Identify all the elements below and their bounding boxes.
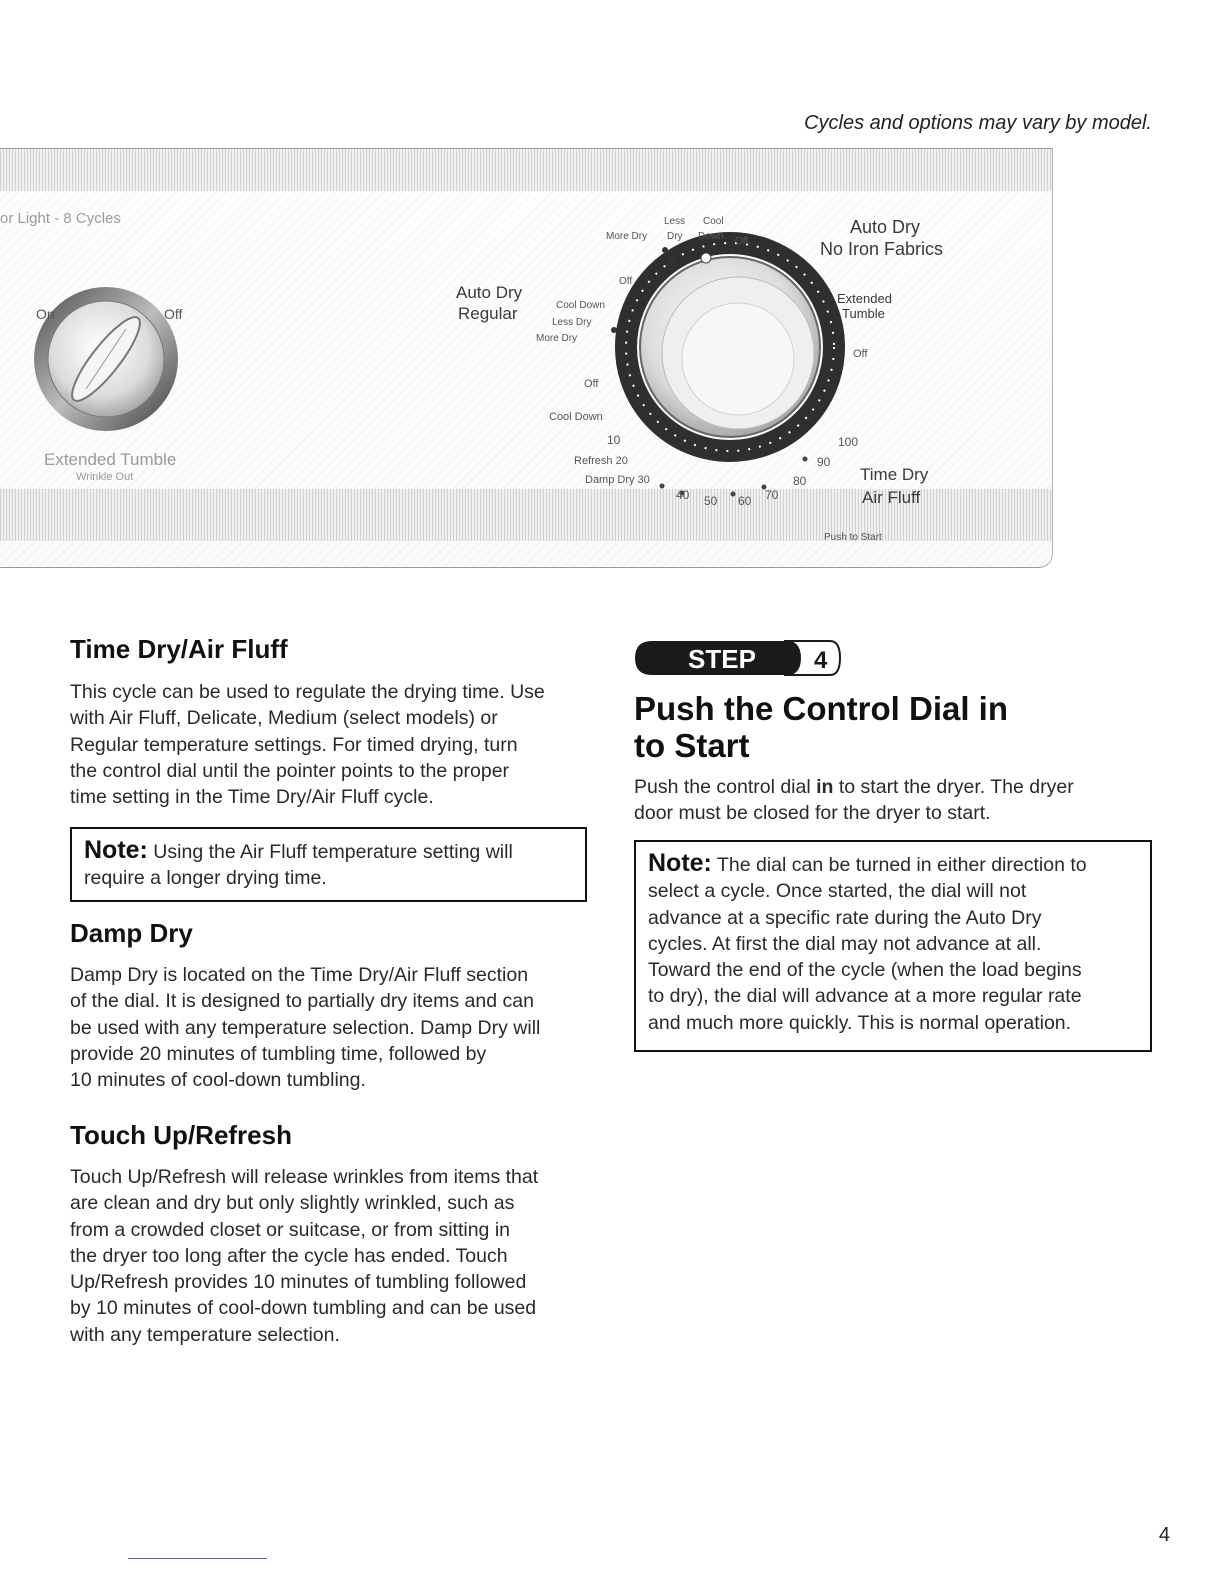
note-text: select a cycle. Once started, the dial will not bbox=[648, 880, 1027, 903]
time-10-label: 10 bbox=[607, 433, 621, 447]
damp-dry-line: of the dial. It is designed to partially dry items and can bbox=[70, 990, 534, 1013]
touch-up-line: with any temperature selection. bbox=[70, 1323, 340, 1346]
step-badge bbox=[634, 640, 844, 676]
time-scale-80: 80 bbox=[793, 474, 807, 488]
damp-dry-line: 10 minutes of cool-down tumbling. bbox=[70, 1069, 366, 1092]
left-dial-on-label: On bbox=[36, 306, 55, 322]
step-title-line: Push the Control Dial in bbox=[634, 690, 1009, 727]
main-control-dial bbox=[611, 243, 834, 497]
touch-up-body bbox=[70, 1164, 590, 1348]
touch-up-heading: Touch Up/Refresh bbox=[70, 1120, 292, 1150]
time-refresh-label: Refresh 20 bbox=[574, 455, 628, 467]
auto-dry-no-iron-line2: No Iron Fabrics bbox=[820, 239, 944, 259]
step-title-line: to Start bbox=[634, 727, 750, 764]
time-scale-90: 90 bbox=[817, 455, 831, 469]
note-text: Using the Air Fluff temperature setting will bbox=[147, 841, 513, 863]
step-number: 4 bbox=[814, 647, 828, 674]
touch-up-line: Up/Refresh provides 10 minutes of tumbling followed bbox=[70, 1271, 527, 1294]
auto-dry-regular-less-dry: Less Dry bbox=[552, 317, 592, 328]
time-dry-line1: Time Dry bbox=[860, 465, 929, 484]
auto-dry-regular-line1: Auto Dry bbox=[456, 283, 523, 302]
air-fluff-note-box bbox=[70, 827, 587, 902]
intro-text: Push the control dial bbox=[634, 776, 817, 798]
top-dry-label: Dry bbox=[667, 231, 683, 242]
time-scale-50: 50 bbox=[704, 494, 718, 508]
extended-tumble-line2: Tumble bbox=[842, 306, 885, 321]
auto-dry-regular-line2: Regular bbox=[458, 304, 518, 323]
damp-dry-heading: Damp Dry bbox=[70, 918, 193, 948]
time-dry-line: time setting in the Time Dry/Air Fluff cycle. bbox=[70, 786, 434, 809]
damp-dry-body bbox=[70, 962, 590, 1093]
auto-dry-no-iron-line1: Auto Dry bbox=[850, 217, 921, 237]
left-dial-off-label: Off bbox=[164, 306, 183, 322]
time-cool-down-label: Cool Down bbox=[549, 411, 603, 423]
auto-dry-regular-off: Off bbox=[619, 276, 633, 287]
model-variation-note: Cycles and options may vary by model. bbox=[804, 112, 1152, 134]
damp-dry-line: provide 20 minutes of tumbling time, followed by bbox=[70, 1042, 487, 1065]
left-dial bbox=[34, 287, 178, 431]
note-text: and much more quickly. This is normal operation. bbox=[648, 1011, 1072, 1034]
time-dry-heading: Time Dry/Air Fluff bbox=[70, 634, 288, 664]
time-dry-body bbox=[70, 679, 590, 810]
auto-dry-regular-cool-down: Cool Down bbox=[556, 300, 605, 311]
time-dry-line: This cycle can be used to regulate the drying time. Use bbox=[70, 681, 545, 703]
left-dial-extended-label: Extended Tumble bbox=[44, 450, 177, 469]
touch-up-line: the dryer too long after the cycle has ended. Touch bbox=[70, 1244, 508, 1267]
top-off-label: Off bbox=[735, 236, 749, 247]
time-scale-70: 70 bbox=[765, 488, 779, 502]
time-dry-line2: Air Fluff bbox=[862, 488, 921, 507]
top-less-label: Less bbox=[664, 216, 686, 227]
note-text: to dry), the dial will advance at a more regular rate bbox=[648, 985, 1082, 1008]
note-text: cycles. At first the dial may not advance at all. bbox=[648, 932, 1042, 955]
time-scale-60: 60 bbox=[738, 494, 752, 508]
note-label: Note: bbox=[648, 849, 712, 877]
intro-bold-word: in bbox=[816, 776, 834, 798]
touch-up-line: by 10 minutes of cool-down tumbling and can be used bbox=[70, 1297, 537, 1320]
damp-dry-line: Damp Dry is located on the Time Dry/Air Fluff section bbox=[70, 964, 529, 986]
dial-direction-note-box bbox=[634, 840, 1152, 1052]
top-more-dry-label: More Dry bbox=[606, 231, 648, 242]
note-text: advance at a specific rate during the Auto Dry bbox=[648, 906, 1042, 929]
note-label: Note: bbox=[84, 836, 148, 864]
time-damp-dry-label: Damp Dry 30 bbox=[585, 474, 650, 486]
intro-text: to start the dryer. The dryer bbox=[833, 776, 1074, 798]
control-panel-illustration bbox=[0, 148, 1053, 568]
top-cool-label: Cool bbox=[703, 216, 724, 227]
time-dry-line: with Air Fluff, Delicate, Medium (select models) or bbox=[70, 707, 498, 730]
touch-up-line: are clean and dry but only slightly wrinkled, such as bbox=[70, 1192, 515, 1215]
left-panel-title: or Light - 8 Cycles bbox=[0, 210, 121, 227]
time-dry-line: the control dial until the pointer points to the proper bbox=[70, 759, 510, 782]
push-dial-intro bbox=[634, 774, 1154, 827]
footer-rule bbox=[128, 1558, 267, 1559]
page-number: 4 bbox=[1158, 1524, 1170, 1546]
time-dry-line: Regular temperature settings. For timed drying, turn bbox=[70, 733, 518, 756]
note-text: Toward the end of the cycle (when the load begins bbox=[648, 959, 1082, 982]
left-dial-wrinkle-label: Wrinkle Out bbox=[76, 471, 134, 483]
note-text: require a longer drying time. bbox=[84, 867, 327, 890]
extended-tumble-off: Off bbox=[853, 348, 868, 360]
push-to-start-label: Push to Start bbox=[824, 532, 882, 543]
note-text: The dial can be turned in either direction to bbox=[711, 854, 1087, 876]
time-scale-40: 40 bbox=[676, 488, 690, 502]
step-word: STEP bbox=[688, 644, 756, 674]
time-scale-100: 100 bbox=[838, 435, 859, 449]
time-off-label: Off bbox=[584, 378, 599, 390]
damp-dry-line: be used with any temperature selection. Damp Dry will bbox=[70, 1016, 541, 1039]
extended-tumble-line1: Extended bbox=[837, 291, 892, 306]
touch-up-line: from a crowded closet or suitcase, or from sitting in bbox=[70, 1218, 510, 1241]
auto-dry-regular-more-dry: More Dry bbox=[536, 333, 578, 344]
intro-text: door must be closed for the dryer to start. bbox=[634, 802, 991, 825]
touch-up-line: Touch Up/Refresh will release wrinkles from items that bbox=[70, 1166, 539, 1188]
step-title bbox=[634, 690, 1154, 764]
top-down-label: Down bbox=[698, 231, 724, 242]
